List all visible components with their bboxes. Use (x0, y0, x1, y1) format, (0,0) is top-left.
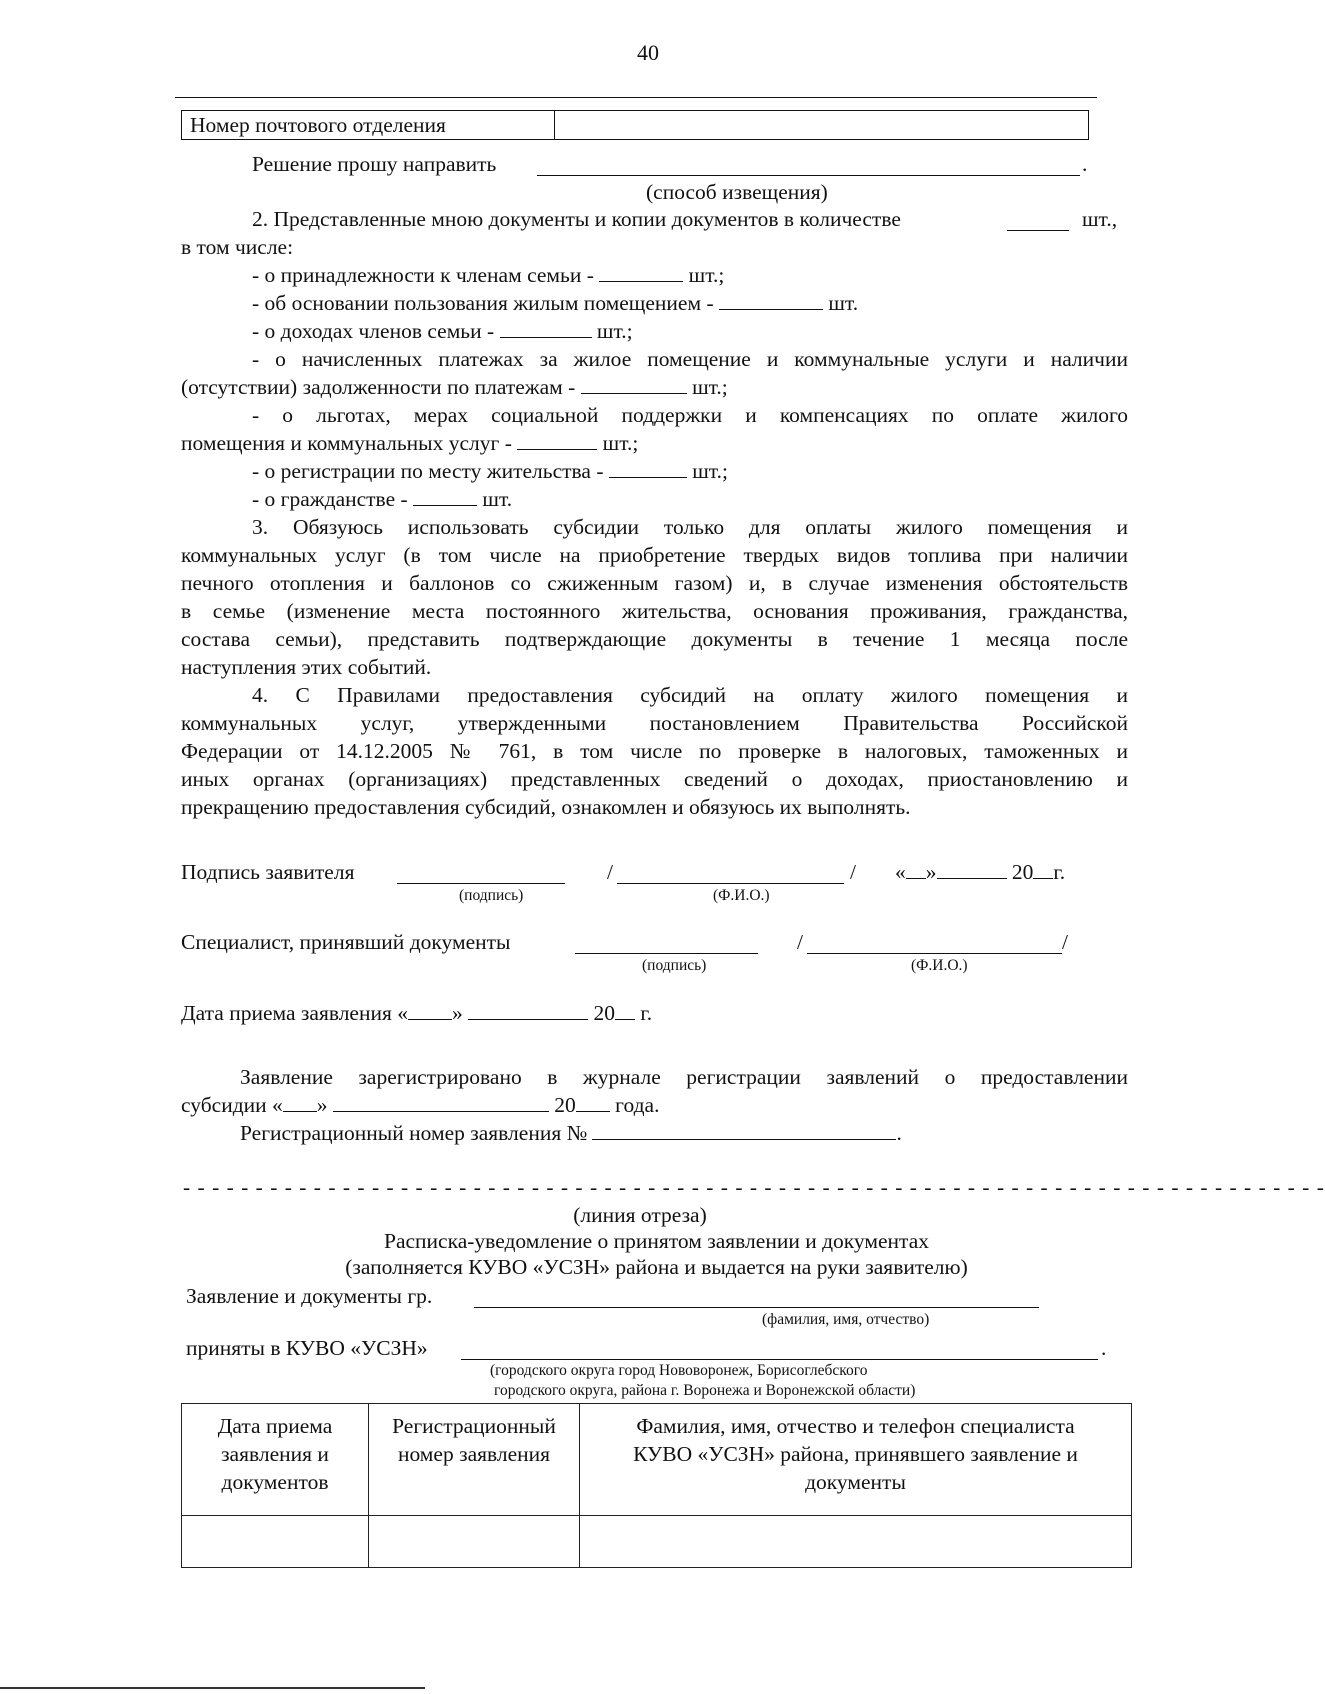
notice-district-hint-1: (городского округа город Нововоронеж, Борисоглебского (490, 1362, 868, 1379)
registered-line2 (181, 1093, 659, 1118)
doc-housing-basis-label: - об основании пользования жилым помещением - (252, 291, 714, 315)
doc-benefits-line1: - о льготах, мерах социальной поддержки и компенсациях по оплате жилого (252, 403, 1128, 427)
post-office-box (181, 110, 1089, 140)
applicant-day-field[interactable] (906, 860, 926, 879)
item2-in-that: в том числе: (181, 235, 294, 259)
doc-income-unit: шт.; (596, 319, 633, 343)
decision-label: Решение прошу направить (252, 152, 497, 176)
header-receipt-date (182, 1404, 369, 1516)
item3-line-5: состава семьи), представить подтверждающие документы в течение 1 месяца после (181, 627, 1128, 651)
doc-citizenship-unit: шт. (482, 487, 513, 511)
applicant-month-field[interactable] (937, 860, 1007, 879)
doc-family-members-unit: шт.; (688, 263, 725, 287)
reg-number-end: . (896, 1121, 902, 1145)
specialist-slash-right: / (1062, 930, 1068, 954)
registered-year-field[interactable] (576, 1093, 610, 1112)
receipt-date (181, 1001, 652, 1026)
doc-family-members (252, 263, 724, 288)
item4-line-4: иных органах (организациях) представленных сведений о доходах, приостановлению и (181, 767, 1128, 791)
receipt-table-header-row (182, 1404, 1132, 1516)
cut-label: (линия отреза) (573, 1203, 707, 1227)
notice-fio-field[interactable] (474, 1307, 1039, 1308)
item4-line-1: 4. С Правилами предоставления субсидий на оплату жилого помещения и (252, 683, 1128, 707)
header-cell-text: Регистрационный (392, 1414, 556, 1438)
receipt-date-label: Дата приема заявления « (181, 1001, 408, 1025)
receipt-table (181, 1403, 1132, 1568)
quote-close: » (925, 860, 937, 884)
registered-label: субсидии « (181, 1093, 283, 1117)
doc-payments-count[interactable] (581, 375, 687, 394)
header-cell-text: номер заявления (397, 1442, 551, 1466)
specialist-label: Специалист, принявший документы (181, 930, 511, 954)
cell-receipt-date[interactable] (182, 1516, 369, 1568)
header-cell-text: КУВО «УСЗН» района, принявшего заявление и (633, 1442, 1078, 1466)
notice-district-hint-2: городского округа, района г. Воронежа и Воронежской области) (494, 1382, 916, 1399)
registered-month-field[interactable] (333, 1093, 549, 1112)
doc-payments-label: (отсутствии) задолженности по платежам - (181, 375, 576, 399)
applicant-slash-right: / (850, 860, 856, 884)
registered-year-suffix: года. (615, 1093, 660, 1117)
doc-registration-unit: шт.; (692, 459, 728, 483)
notice-accepted: приняты в КУВО «УСЗН» (186, 1336, 428, 1360)
year-suffix: г. (1053, 860, 1066, 884)
doc-citizenship-count[interactable] (413, 487, 477, 506)
doc-registration-label: - о регистрации по месту жительства - (252, 459, 604, 483)
receipt-year-field[interactable] (615, 1001, 635, 1020)
doc-benefits-unit: шт.; (602, 431, 639, 455)
item4-line-5: прекращению предоставления субсидий, ознакомлен и обязуюсь их выполнять. (181, 795, 911, 819)
doc-income (252, 319, 633, 344)
receipt-year-prefix: 20 (593, 1001, 615, 1025)
specialist-signature-field[interactable] (575, 953, 758, 954)
item2-line1 (252, 207, 901, 232)
item3-line-2: коммунальных услуг (в том числе на приобретение твердых видов топлива при наличии (181, 543, 1128, 567)
receipt-quote-close: » (452, 1001, 463, 1025)
post-office-divider (554, 111, 555, 139)
item3-line-3: печного отопления и баллонов со сжиженным газом) и, в случае изменения обстоятельств (181, 571, 1128, 595)
doc-payments-unit: шт.; (692, 375, 728, 399)
registered-day-field[interactable] (283, 1093, 317, 1112)
item3-line-4: в семье (изменение места постоянного жительства, основания проживания, гражданства, (181, 599, 1128, 623)
reg-number (240, 1121, 902, 1146)
notice-district-field[interactable] (461, 1359, 1098, 1360)
item2-total-field[interactable] (1007, 230, 1069, 231)
doc-housing-basis-unit: шт. (828, 291, 859, 315)
applicant-name-hint: (Ф.И.О.) (713, 887, 770, 904)
specialist-name-hint: (Ф.И.О.) (911, 957, 968, 974)
doc-benefits-line2 (181, 431, 638, 456)
specialist-name-field[interactable] (807, 953, 1062, 954)
doc-citizenship-label: - о гражданстве - (252, 487, 408, 511)
header-cell-text: Фамилия, имя, отчество и телефон специалиста (636, 1414, 1075, 1438)
doc-registration-count[interactable] (609, 459, 687, 478)
item4-line-2: коммунальных услуг, утвержденными постановлением Правительства Российской (181, 711, 1128, 735)
applicant-signature-label: Подпись заявителя (181, 860, 355, 884)
receipt-subtitle: (заполняется КУВО «УСЗН» района и выдается на руки заявителю) (345, 1255, 968, 1279)
notice-fio-hint: (фамилия, имя, отчество) (762, 1311, 930, 1328)
receipt-year-suffix: г. (640, 1001, 653, 1025)
registered-quote-close: » (316, 1093, 328, 1117)
item3-line-1: 3. Обязуюсь использовать субсидии только для оплаты жилого помещения и (252, 515, 1128, 539)
specialist-slash-left: / (797, 930, 803, 954)
applicant-signature-hint: (подпись) (459, 887, 524, 904)
doc-family-members-label: - о принадлежности к членам семьи - (252, 263, 594, 287)
header-specialist (580, 1404, 1132, 1516)
receipt-title: Расписка-уведомление о принятом заявлении и документах (384, 1229, 929, 1253)
post-office-label: Номер почтового отделения (190, 113, 446, 137)
decision-end: . (1082, 152, 1088, 176)
doc-payments-line1: - о начисленных платежах за жилое помещение и коммунальные услуги и наличии (252, 347, 1128, 371)
item3-line-6: наступления этих событий. (181, 655, 432, 679)
scan-bottom-edge (0, 1687, 425, 1689)
item2-total-unit: шт., (1082, 207, 1118, 231)
notice-docs-from: Заявление и документы гр. (186, 1284, 433, 1308)
applicant-date (895, 860, 1065, 885)
notice-end: . (1101, 1336, 1107, 1360)
table-row (182, 1516, 1132, 1568)
applicant-signature-field[interactable] (397, 883, 565, 884)
applicant-name-field[interactable] (617, 883, 844, 884)
decision-hint: (способ извещения) (646, 180, 828, 204)
receipt-month-field[interactable] (468, 1001, 588, 1020)
registered-year-prefix: 20 (554, 1093, 576, 1117)
receipt-day-field[interactable] (408, 1001, 452, 1020)
applicant-slash-left: / (607, 860, 613, 884)
cut-dashes: - - - - - - - - - - - - - - - - - - - - - - - - - - - - - - - - - - - - - - - - - - - - - - - - - - - - - - - - - - - - - - - - - - - - - - - - - - - - - - - (183, 1175, 1325, 1199)
year-prefix: 20 (1011, 860, 1034, 884)
doc-benefits-label: помещения и коммунальных услуг - (181, 431, 512, 455)
decision-field[interactable] (537, 175, 1080, 176)
header-reg-number (369, 1404, 580, 1516)
header-cell-text: заявления и (221, 1442, 329, 1466)
reg-number-field[interactable] (592, 1121, 896, 1140)
cell-specialist[interactable] (580, 1516, 1132, 1568)
registered-line1: Заявление зарегистрировано в журнале регистрации заявлений о предоставлении (240, 1065, 1128, 1089)
item4-line-3: Федерации от 14.12.2005 № 761, в том числе по проверке в налоговых, таможенных и (181, 739, 1128, 763)
doc-income-count[interactable] (500, 319, 592, 338)
header-cell-text: документов (221, 1470, 329, 1494)
page-number: 40 (637, 40, 659, 65)
item2-intro: 2. Представленные мною документы и копии документов в количестве (252, 207, 901, 231)
header-cell-text: Дата приема (217, 1414, 333, 1438)
doc-income-label: - о доходах членов семьи - (252, 319, 495, 343)
quote-open: « (895, 860, 906, 884)
reg-number-label: Регистрационный номер заявления № (240, 1121, 588, 1145)
doc-housing-basis-count[interactable] (719, 291, 823, 310)
top-rule (175, 97, 1097, 98)
specialist-signature-hint: (подпись) (642, 957, 707, 974)
cell-reg-number[interactable] (369, 1516, 580, 1568)
doc-registration (252, 459, 728, 484)
doc-family-members-count[interactable] (599, 263, 683, 282)
doc-payments-line2 (181, 375, 728, 400)
header-cell-text: документы (805, 1470, 906, 1494)
doc-housing-basis (252, 291, 858, 316)
doc-benefits-count[interactable] (517, 431, 597, 450)
applicant-year-field[interactable] (1033, 860, 1053, 879)
doc-citizenship (252, 487, 512, 512)
